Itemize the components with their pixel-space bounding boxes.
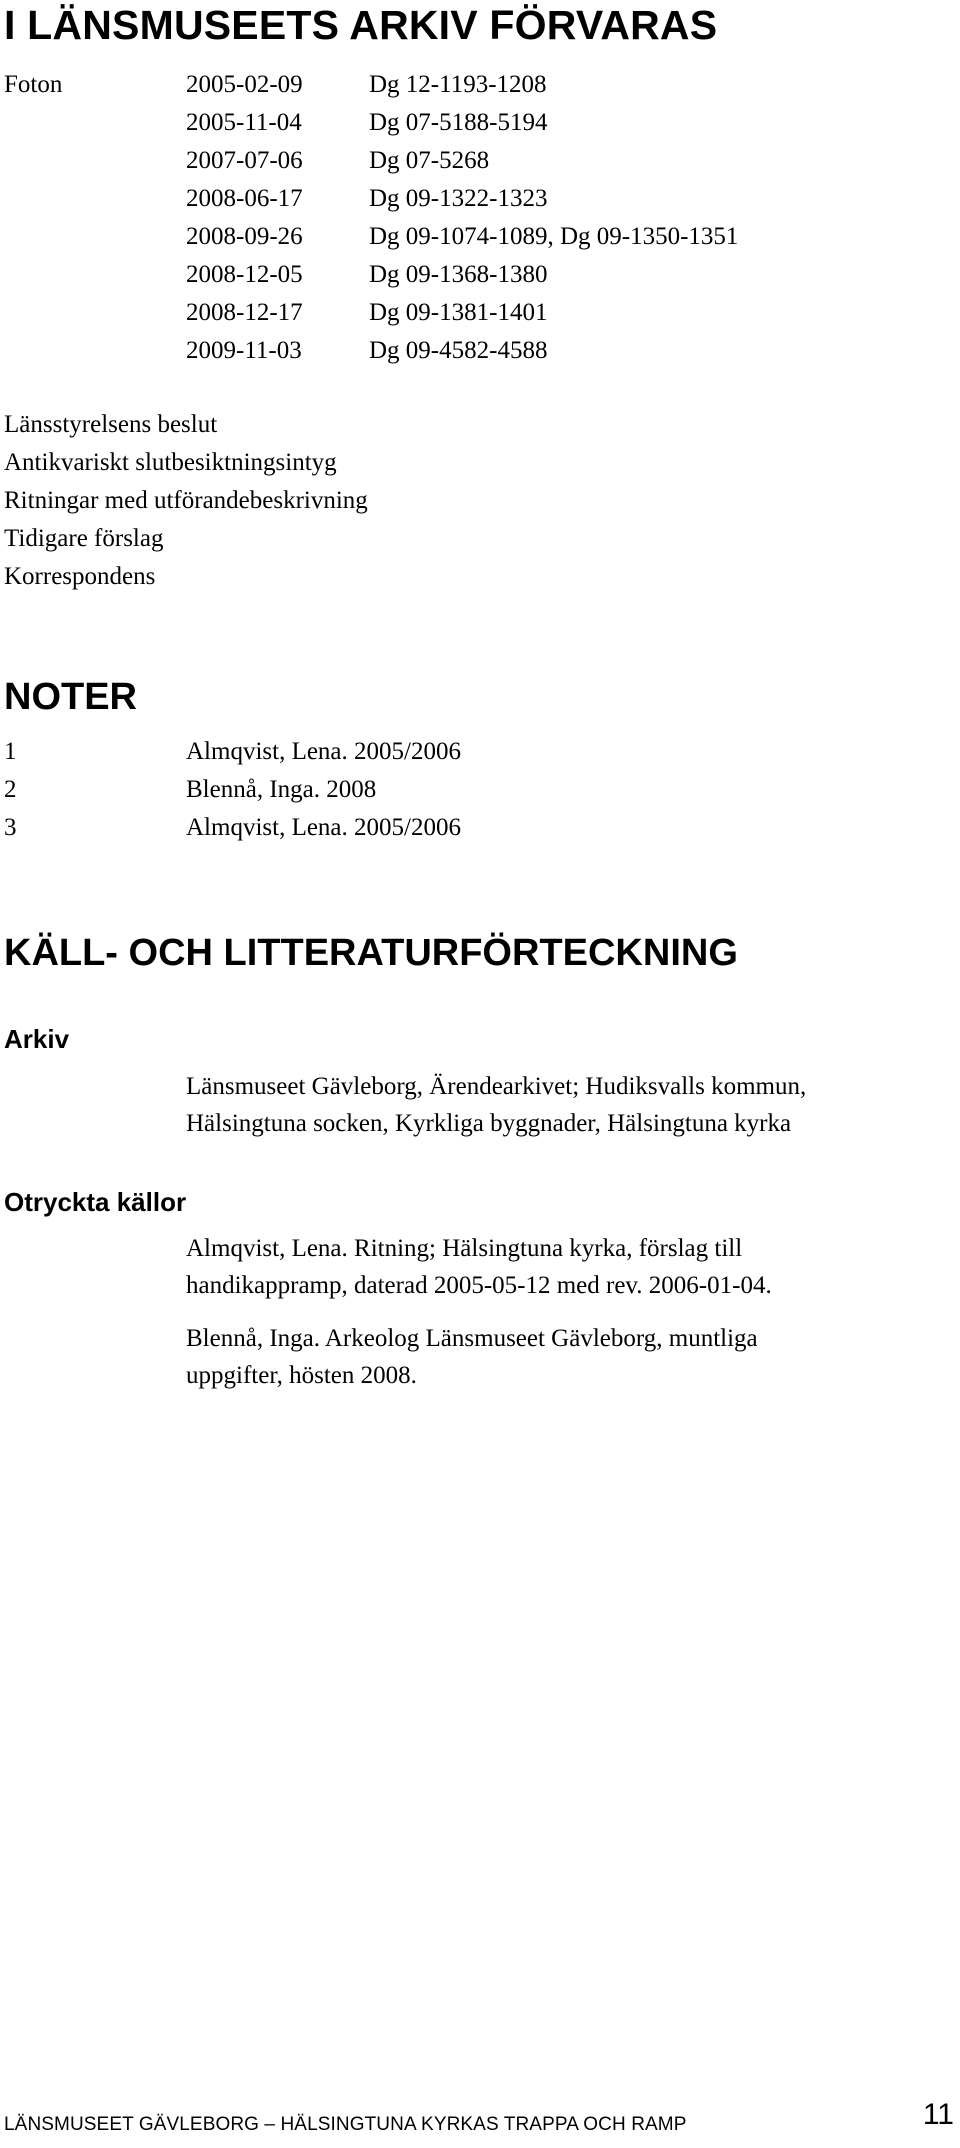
- photo-ref: Dg 09-4582-4588: [369, 337, 548, 364]
- photo-row: [4, 104, 738, 142]
- photo-date: 2008-09-26: [186, 223, 303, 250]
- page-number: 11: [922, 2098, 954, 2131]
- photo-row: [4, 294, 738, 332]
- notes-heading: NOTER: [4, 676, 137, 718]
- archive-reference: [186, 1068, 806, 1142]
- document-item: Antikvariskt slutbesiktningsintyg: [4, 449, 337, 476]
- photo-ref: Dg 12-1193-1208: [369, 71, 547, 98]
- document-item: Ritningar med utförandebeskrivning: [4, 487, 368, 514]
- photo-date: 2008-12-17: [186, 299, 303, 326]
- note-number: 2: [4, 776, 17, 803]
- photo-date: 2007-07-06: [186, 147, 303, 174]
- photo-row: [4, 142, 738, 180]
- note-number: 3: [4, 814, 17, 841]
- photo-date: 2005-11-04: [186, 109, 302, 136]
- reference-line: Blennå, Inga. Arkeolog Länsmuseet Gävleborg, muntliga: [186, 1325, 758, 1352]
- unprinted-sources-label: Otryckta källor: [4, 1187, 187, 1217]
- reference-line: handikappramp, daterad 2005-05-12 med rev. 2006-01-04.: [186, 1272, 772, 1299]
- photo-row: [4, 256, 738, 294]
- photo-ref: Dg 07-5268: [369, 147, 490, 174]
- notes-list: [4, 733, 461, 847]
- photo-row: [4, 180, 738, 218]
- unprinted-reference: [186, 1230, 772, 1304]
- note-item: [4, 809, 461, 847]
- reference-line: Hälsingtuna socken, Kyrkliga byggnader, Hälsingtuna kyrka: [186, 1110, 792, 1137]
- photo-date: 2008-06-17: [186, 185, 303, 212]
- page-footer: [4, 2098, 954, 2138]
- photo-date: 2005-02-09: [186, 71, 303, 98]
- unprinted-reference: [186, 1320, 758, 1394]
- sources-heading: KÄLL- OCH LITTERATURFÖRTECKNING: [4, 932, 738, 974]
- archive-heading: I LÄNSMUSEETS ARKIV FÖRVARAS: [4, 2, 718, 48]
- photo-ref: Dg 07-5188-5194: [369, 109, 548, 136]
- reference-line: Almqvist, Lena. Ritning; Hälsingtuna kyrka, förslag till: [186, 1235, 743, 1262]
- photos-label: Foton: [4, 71, 63, 98]
- photo-ref: Dg 09-1368-1380: [369, 261, 548, 288]
- photo-ref: Dg 09-1381-1401: [369, 299, 548, 326]
- photo-row: [4, 66, 738, 104]
- archive-label: Arkiv: [4, 1024, 70, 1054]
- reference-line: Länsmuseet Gävleborg, Ärendearkivet; Hudiksvalls kommun,: [186, 1073, 807, 1100]
- photo-row: [4, 332, 738, 370]
- note-item: [4, 733, 461, 771]
- note-text: Almqvist, Lena. 2005/2006: [186, 738, 461, 765]
- document-list: [4, 406, 368, 596]
- photo-ref: Dg 09-1322-1323: [369, 185, 548, 212]
- photo-date: 2009-11-03: [186, 337, 302, 364]
- note-text: Almqvist, Lena. 2005/2006: [186, 814, 461, 841]
- note-text: Blennå, Inga. 2008: [186, 776, 377, 803]
- photo-ref: Dg 09-1074-1089, Dg 09-1350-1351: [369, 223, 739, 250]
- photo-date: 2008-12-05: [186, 261, 303, 288]
- photo-row: [4, 218, 738, 256]
- reference-line: uppgifter, hösten 2008.: [186, 1362, 417, 1389]
- document-item: Tidigare förslag: [4, 525, 164, 552]
- document-item: Korrespondens: [4, 563, 156, 590]
- note-item: [4, 771, 461, 809]
- footer-text: LÄNSMUSEET GÄVLEBORG – HÄLSINGTUNA KYRKAS TRAPPA OCH RAMP: [4, 2114, 687, 2135]
- document-item: Länsstyrelsens beslut: [4, 411, 218, 438]
- photo-list: [4, 66, 738, 370]
- note-number: 1: [4, 738, 17, 765]
